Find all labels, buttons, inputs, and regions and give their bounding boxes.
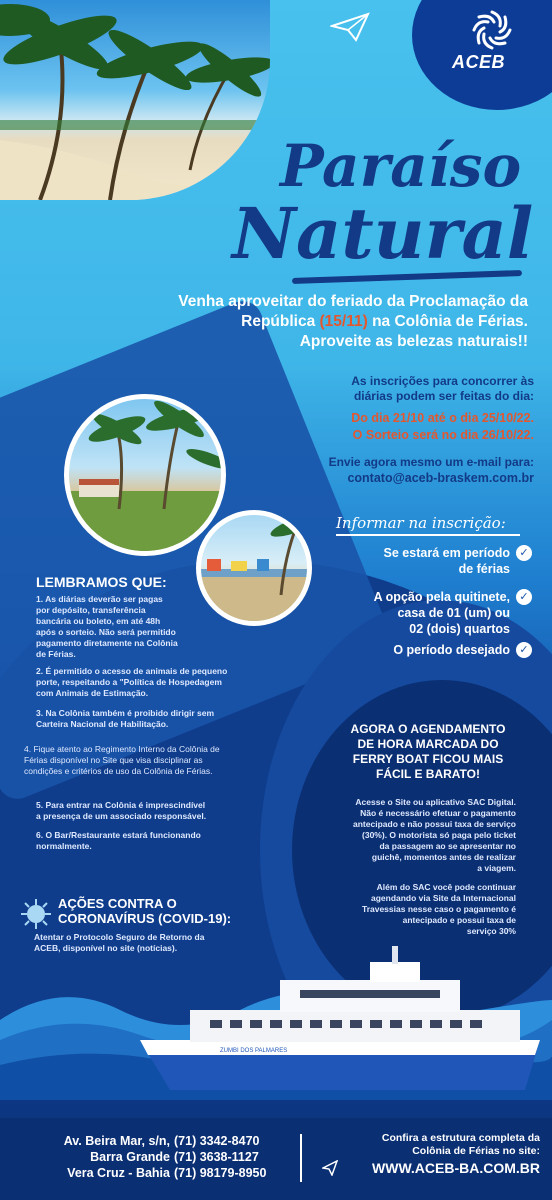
title-line-1: Paraíso	[280, 132, 522, 200]
address	[20, 1133, 170, 1181]
intro-line-2c: na Colônia de Férias.	[367, 313, 528, 330]
covid-heading	[58, 896, 231, 926]
reminders-heading: LEMBRAMOS QUE:	[36, 574, 167, 590]
reminder-5-line: a presença de um associado responsável.	[36, 811, 207, 821]
ferry-text-line: (30%). O motorista só paga pelo ticket	[362, 830, 516, 840]
covid-text-line-1: Atentar o Protocolo Seguro de Retorno da	[34, 932, 205, 942]
option-period: O período desejado	[393, 643, 510, 657]
website-prompt-line-2: Colônia de Férias no site:	[412, 1145, 540, 1157]
holiday-date: (15/11)	[319, 313, 368, 330]
draw-date: O Sorteio será no dia 26/10/22.	[352, 428, 534, 442]
reminder-6-line: normalmente.	[36, 841, 92, 851]
registration-info	[286, 374, 534, 404]
inform-underline	[336, 534, 520, 536]
paper-plane-icon	[330, 12, 370, 42]
phone-1[interactable]: (71) 3342-8470	[174, 1134, 260, 1148]
email-link[interactable]: contato@aceb-braskem.com.br	[347, 471, 534, 485]
option-housing-line-1: A opção pela quitinete,	[373, 590, 510, 604]
reminder-1-line: bancária ou boleto, em até 48h	[36, 616, 161, 626]
ferry-heading-line: FERRY BOAT FICOU MAIS	[352, 752, 504, 766]
ferry-text-line: antecipado e não possui taxa de serviço	[353, 819, 516, 829]
ferry-text-line: Acesse o Site ou aplicativo SAC Digital.	[355, 797, 516, 807]
ship-name: ZUMBI DOS PALMARES	[220, 1048, 288, 1054]
check-icon: ✓	[516, 642, 532, 658]
beach-photo	[0, 0, 270, 200]
reminder-2-line: 2. É permitido o acesso de animais de pequeno	[36, 666, 228, 676]
inform-heading: Informar na inscrição:	[336, 514, 506, 532]
ferry-text-line: serviço 30%	[466, 926, 516, 936]
ferry-heading	[332, 722, 524, 782]
address-line-3: Vera Cruz - Bahia	[67, 1166, 170, 1180]
ferry-text-line: Além do SAC você pode continuar	[376, 882, 516, 892]
phone-numbers	[174, 1133, 284, 1181]
email-heading: Envie agora mesmo um e-mail para:	[328, 455, 534, 469]
address-line-2: Barra Grande	[90, 1150, 170, 1164]
reminder-5-line: 5. Para entrar na Colônia é imprescindível	[36, 800, 206, 810]
option-vacation-line-1: Se estará em período	[383, 546, 510, 560]
reminder-1-line: pagamento diretamente na Colônia	[36, 638, 178, 648]
ferry-heading-line: AGORA O AGENDAMENTO	[350, 722, 506, 736]
option-vacation	[384, 545, 510, 577]
option-housing	[374, 589, 510, 637]
reminder-2	[36, 666, 286, 699]
covid-heading-line-1: AÇÕES CONTRA O	[58, 896, 177, 911]
ferry-text-line: guichê, momentos antes de realizar	[371, 852, 516, 862]
reminder-1-line: 1. As diárias deverão ser pagas	[36, 594, 163, 604]
website-link[interactable]: WWW.ACEB-BA.COM.BR	[372, 1160, 540, 1176]
covid-text-line-2: ACEB, disponível no site (notícias).	[34, 943, 178, 953]
reminder-1-line: por depósito, transferência	[36, 605, 146, 615]
reminder-4-line: 4. Fique atento ao Regimento Interno da Colônia de	[24, 744, 220, 754]
logo-text: ACEB	[452, 52, 506, 72]
ferry-boat-image	[130, 940, 550, 1100]
option-vacation-line-2: de férias	[458, 562, 510, 576]
registration-line-1: As inscrições para concorrer às	[351, 374, 534, 388]
reminder-6	[36, 830, 286, 852]
registration-period: Do dia 21/10 até o dia 25/10/22.	[351, 411, 534, 425]
ferry-text-line: Travessias nesse caso o pagamento é	[361, 904, 516, 914]
reminder-3	[36, 708, 286, 730]
phone-2[interactable]: (71) 3638-1127	[174, 1150, 259, 1164]
website-prompt	[312, 1132, 540, 1158]
footer-divider	[300, 1134, 302, 1182]
intro-line-1: Venha aproveitar do feriado da Proclamação da	[178, 293, 528, 310]
ferry-text-line: agendando via Site da Internacional	[370, 893, 516, 903]
reminder-4-line: Férias disponível no Site que visa disciplinar as	[24, 755, 203, 765]
intro-line-3: Aproveite as belezas naturais!!	[299, 333, 528, 350]
address-line-1: Av. Beira Mar, s/n,	[63, 1134, 170, 1148]
intro-line-2	[128, 312, 528, 332]
option-housing-line-3: 02 (dois) quartos	[409, 622, 510, 636]
check-icon: ✓	[516, 589, 532, 605]
reminder-5	[36, 800, 286, 822]
reminder-1-line: de Férias.	[36, 649, 76, 659]
intro-line-2a: República	[241, 313, 320, 330]
title-line-2: Natural	[232, 192, 534, 275]
website-prompt-line-1: Confira a estrutura completa da	[381, 1132, 540, 1144]
reminder-3-line: Carteira Nacional de Habilitação.	[36, 719, 169, 729]
virus-icon	[20, 898, 52, 930]
reminder-3-line: 3. Na Colônia também é proibido dirigir sem	[36, 708, 215, 718]
reminder-4	[24, 744, 284, 777]
ferry-text-line: a viagem.	[477, 863, 516, 873]
aceb-logo-icon	[470, 8, 514, 52]
resort-photo	[64, 394, 226, 556]
ferry-text-line: da passagem ao se apresentar no	[379, 841, 516, 851]
ferry-text-line: Não é necessário efetuar o pagamento	[360, 808, 516, 818]
registration-dates	[286, 410, 534, 444]
registration-line-2: diárias podem ser feitas do dia:	[353, 389, 534, 403]
check-icon: ✓	[516, 545, 532, 561]
intro-text	[128, 292, 528, 352]
ferry-heading-line: FÁCIL E BARATO!	[376, 767, 480, 781]
reminder-1-line: após o sorteio. Não será permitido	[36, 627, 176, 637]
phone-3[interactable]: (71) 98179-8950	[174, 1166, 267, 1180]
reminder-2-line: porte, respeitando a "Política de Hospedagem	[36, 677, 222, 687]
ferry-heading-line: DE HORA MARCADA DO	[357, 737, 499, 751]
option-housing-line-2: casa de 01 (um) ou	[397, 606, 510, 620]
ferry-text-1	[320, 797, 516, 874]
reminder-6-line: 6. O Bar/Restaurante estará funcionando	[36, 830, 201, 840]
covid-heading-line-2: CORONAVÍRUS (COVID-19):	[58, 911, 232, 926]
ferry-text-line: antecipado e possui taxa de	[402, 915, 516, 925]
reminder-1	[36, 594, 236, 660]
reminder-4-line: condições e critérios de uso da Colônia de Férias.	[24, 766, 213, 776]
reminder-2-line: com Animais de Estimação.	[36, 688, 149, 698]
ferry-text-2	[320, 882, 516, 937]
